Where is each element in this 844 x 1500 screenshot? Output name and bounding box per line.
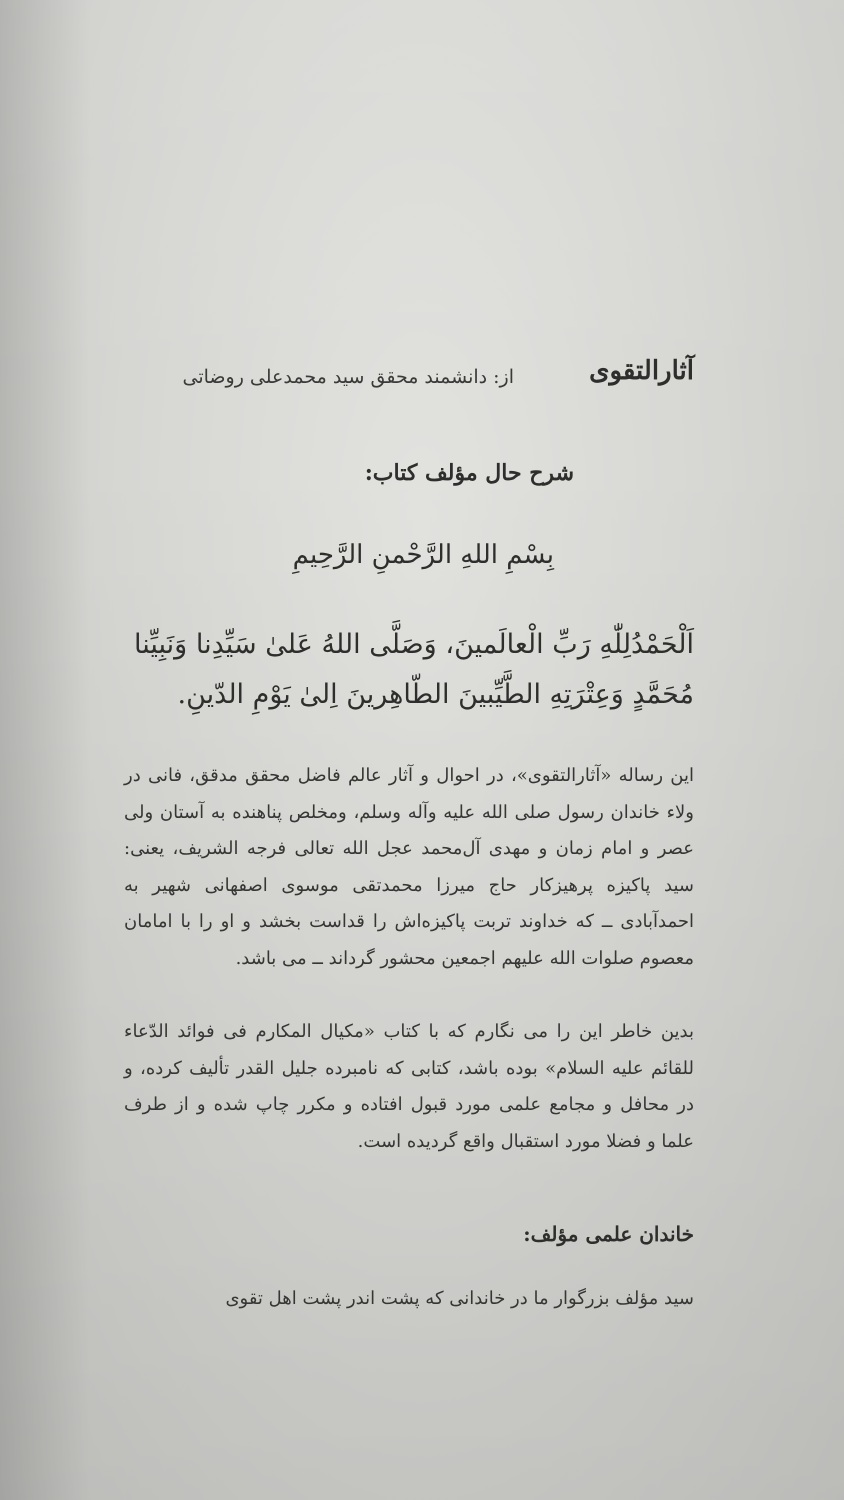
body-paragraph-2: بدین خاطر این را می نگارم که با کتاب «مکیال المکارم فی فوائد الدّعاء للقائم علیه السلام» بوده باشد، کتابی که نامبرده جلیل القدر تألیف کرده، و در محافل و مجامع علمی مورد قبول افتاده و مکرر چاپ شده و از طرف علما و فضلا مورد استقبال واقع گردیده است. [124, 1021, 694, 1152]
running-header-title: آثارالتقوی [589, 356, 694, 386]
invocation-text: اَلْحَمْدُلِلّٰهِ رَبِّ الْعالَمینَ، وَصَلَّی اللهُ عَلیٰ سَیِّدِنا وَنَبِیِّنا مُحَمَّدٍ وَعِتْرَتِهِ الطَّیِّبینَ الطّاهِرینَ اِلیٰ یَوْمِ الدّینِ. [134, 629, 694, 710]
running-header-author: از: دانشمند محقق سید محمدعلی روضاتی [182, 366, 514, 388]
subheading: خاندان علمی مؤلف: [523, 1222, 694, 1246]
page-shadow [0, 0, 90, 1500]
body-paragraph-3: سید مؤلف بزرگوار ما در خاندانی که پشت اندر پشت اهل تقوی [225, 1288, 694, 1309]
basmala: بِسْمِ اللهِ الرَّحْمنِ الرَّحِیمِ [292, 540, 554, 570]
section-heading: شرح حال مؤلف کتاب: [364, 460, 574, 486]
body-paragraph-1: این رساله «آثارالتقوی»، در احوال و آثار عالم فاضل محقق مدقق، فانی در ولاء خاندان رسول صلی الله علیه وآله وسلم، ومخلص پناهنده به آستان ولی عصر و امام زمان و مهدی آل‌محمد عجل الله تعالی فرجه الشریف، یعنی: سید پاکیزه پرهیزکار حاج میرزا محمدتقی موسوی اصفهانی شهیر به احمدآبادی ــ که خداوند تربت پاکیزه‌اش را قداست بخشد و او را با امامان معصوم صلوات الله علیهم اجمعین محشور گرداند ــ می باشد. [124, 765, 694, 969]
